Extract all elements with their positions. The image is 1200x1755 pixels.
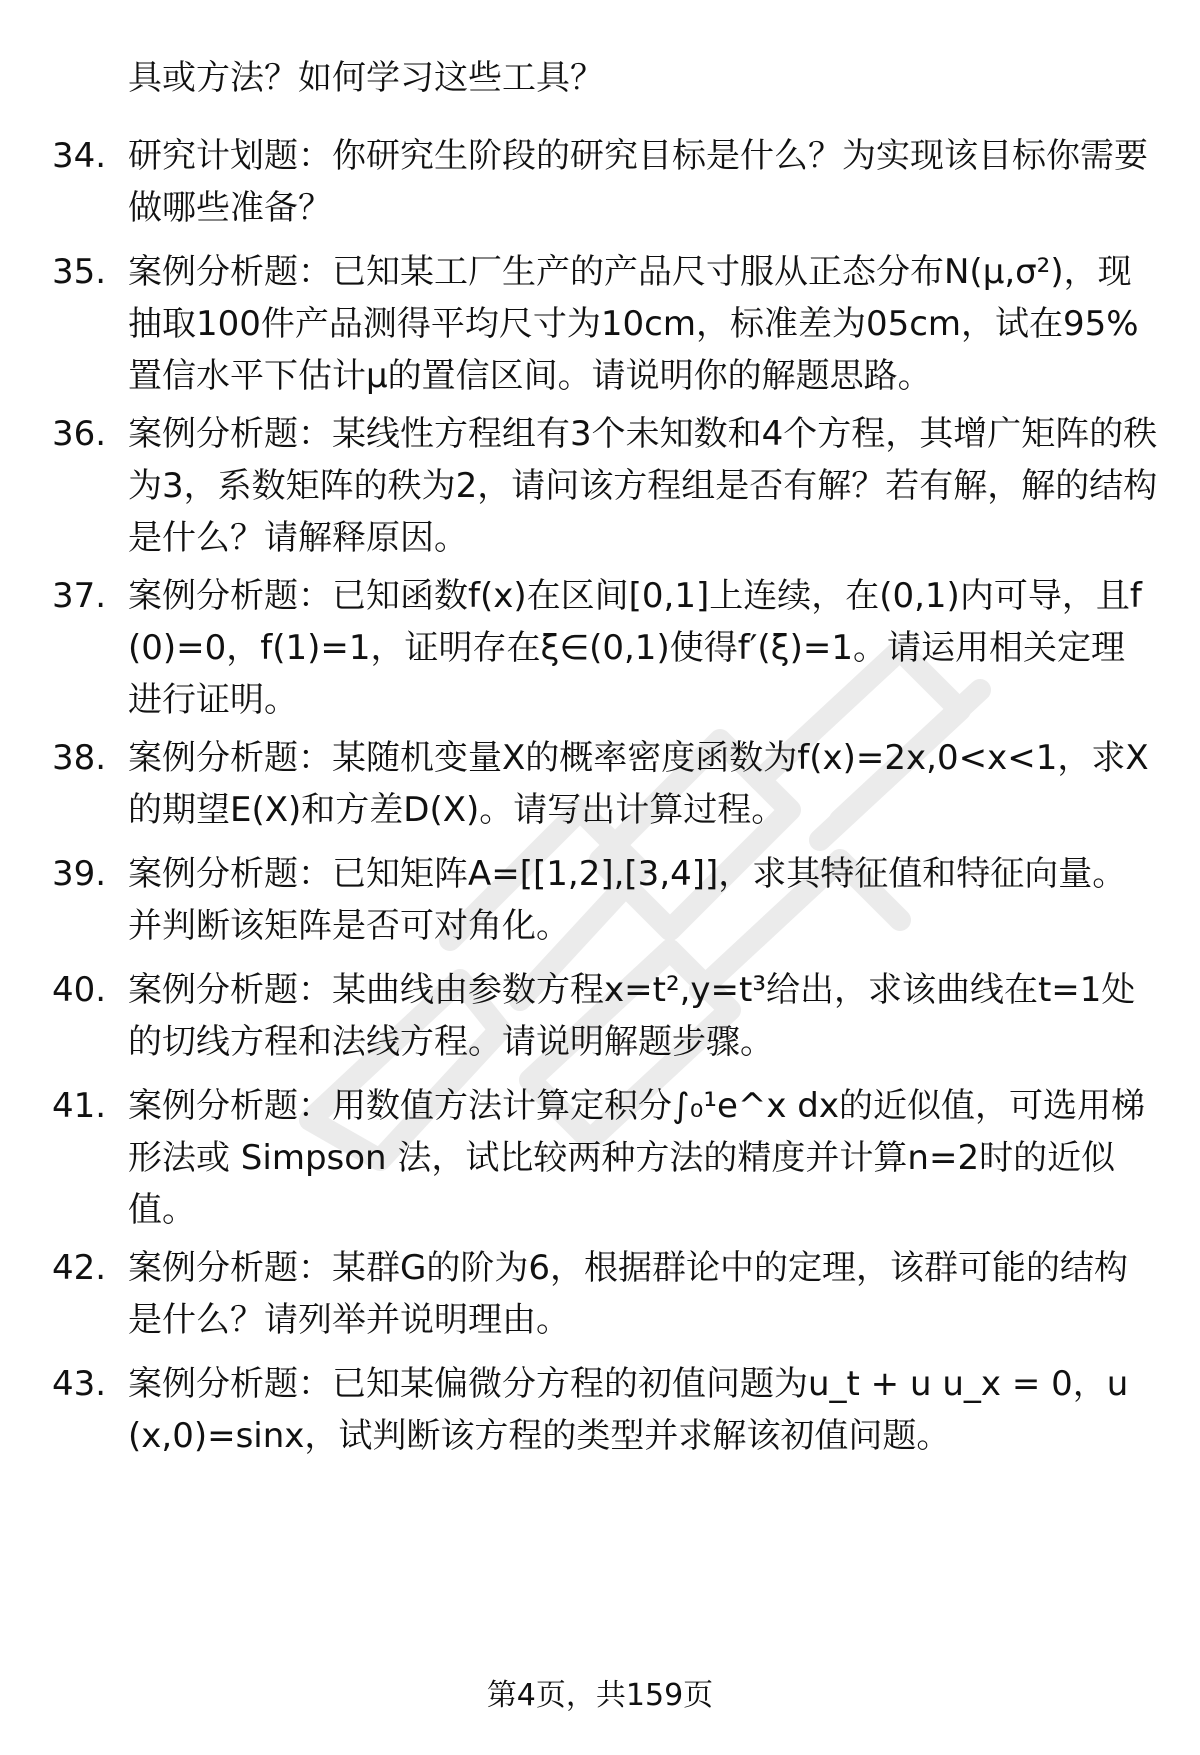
question-number: 34. <box>52 136 107 176</box>
question-number: 39. <box>52 854 107 894</box>
question-text: 研究计划题：你研究生阶段的研究目标是什么？为实现该目标你需要做哪些准备？ <box>128 136 1148 228</box>
question-text: 案例分析题：已知某偏微分方程的初值问题为u_t + u u_x = 0，u(x,0)=sinx，试判断该方程的类型并求解该初值问题。 <box>128 1364 1129 1456</box>
question-number: 38. <box>52 738 107 778</box>
question-number: 37. <box>52 576 107 616</box>
question-text: 案例分析题：已知矩阵A=[[1,2],[3,4]]，求其特征值和特征向量。并判断该矩阵是否可对角化。 <box>128 854 1127 946</box>
question-number: 35. <box>52 252 107 292</box>
question-number: 43. <box>52 1364 107 1404</box>
page-footer: 第4页，共159页 <box>486 1678 714 1713</box>
question-number: 40. <box>52 970 107 1010</box>
question-text: 案例分析题：已知函数f(x)在区间[0,1]上连续，在(0,1)内可导，且f(0)=0，f(1)=1，证明存在ξ∈(0,1)使得f′(ξ)=1。请运用相关定理进行证明。 <box>128 576 1142 720</box>
question-text: 案例分析题：某随机变量X的概率密度函数为f(x)=2x,0<x<1，求X的期望E(X)和方差D(X)。请写出计算过程。 <box>128 738 1149 830</box>
question-number: 42. <box>52 1248 107 1288</box>
question-text: 案例分析题：已知某工厂生产的产品尺寸服从正态分布N(μ,σ²)，现抽取100件产品测得平均尺寸为10cm，标准差为05cm，试在95%置信水平下估计μ的置信区间。请说明你的解题思路。 <box>128 252 1139 396</box>
question-number: 41. <box>52 1086 107 1126</box>
question-text: 案例分析题：用数值方法计算定积分∫₀¹e^x dx的近似值，可选用梯形法或 Simpson 法，试比较两种方法的精度并计算n=2时的近似值。 <box>128 1086 1146 1230</box>
question-continuation-text: 具或方法？如何学习这些工具？ <box>128 58 604 98</box>
question-text: 案例分析题：某群G的阶为6，根据群论中的定理，该群可能的结构是什么？请列举并说明理由。 <box>128 1248 1128 1340</box>
question-text: 案例分析题：某曲线由参数方程x=t²,y=t³给出，求该曲线在t=1处的切线方程和法线方程。请说明解题步骤。 <box>128 970 1136 1062</box>
question-text: 案例分析题：某线性方程组有3个未知数和4个方程，其增广矩阵的秩为3，系数矩阵的秩为2，请问该方程组是否有解？若有解，解的结构是什么？请解释原因。 <box>128 414 1158 558</box>
question-number: 36. <box>52 414 107 454</box>
